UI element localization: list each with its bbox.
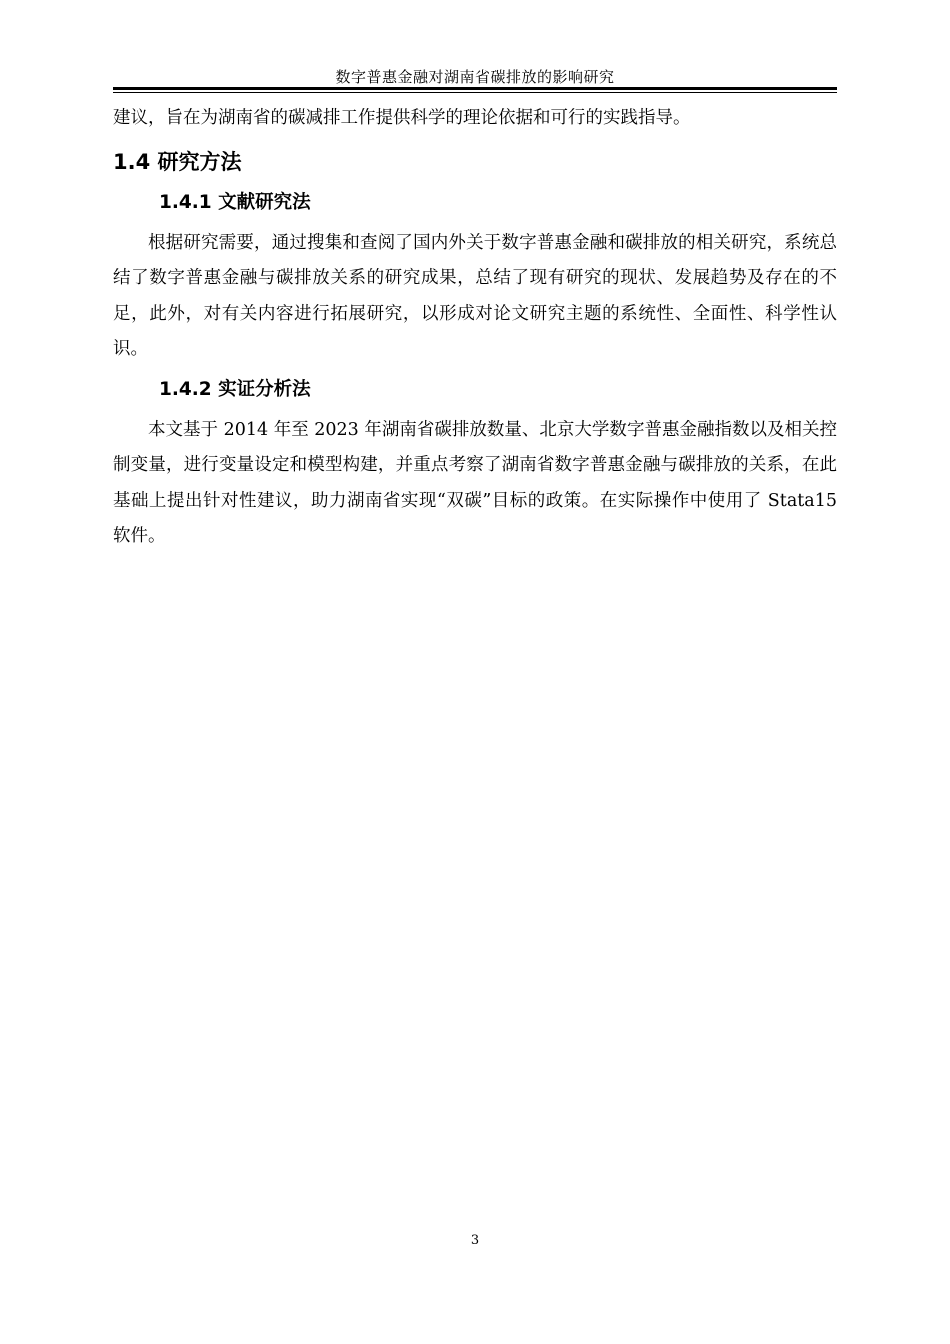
header-rule-thick xyxy=(113,87,837,90)
subsection-heading-literature-research: 1.4.1 文献研究法 xyxy=(159,191,311,213)
header-rule-thin xyxy=(113,92,837,93)
section-heading-research-methods: 1.4 研究方法 xyxy=(113,149,242,174)
page-number: 3 xyxy=(470,1233,480,1248)
intro-continuation-paragraph: 建议，旨在为湖南省的碳减排工作提供科学的理论依据和可行的实践指导。 xyxy=(113,108,691,128)
literature-research-paragraph: 根据研究需要，通过搜集和查阅了国内外关于数字普惠金融和碳排放的相关研究，系统总结了数字普惠金融与碳排放关系的研究成果，总结了现有研究的现状、发展趋势及存在的不足，此外，对有关内容进行拓展研究，以形成对论文研究主题的系统性、全面性、科学性认识。 xyxy=(113,232,837,359)
subsection-heading-empirical-analysis: 1.4.2 实证分析法 xyxy=(159,378,311,400)
empirical-analysis-paragraph: 本文基于 2014 年至 2023 年湖南省碳排放数量、北京大学数字普惠金融指数以及相关控制变量，进行变量设定和模型构建，并重点考察了湖南省数字普惠金融与碳排放的关系，在此基础上提出针对性建议，助力湖南省实现“双碳”目标的政策。在实际操作中使用了 Stata15 软件。 xyxy=(113,419,837,546)
page-body xyxy=(113,101,837,555)
running-header-title: 数字普惠金融对湖南省碳排放的影响研究 xyxy=(335,68,615,86)
